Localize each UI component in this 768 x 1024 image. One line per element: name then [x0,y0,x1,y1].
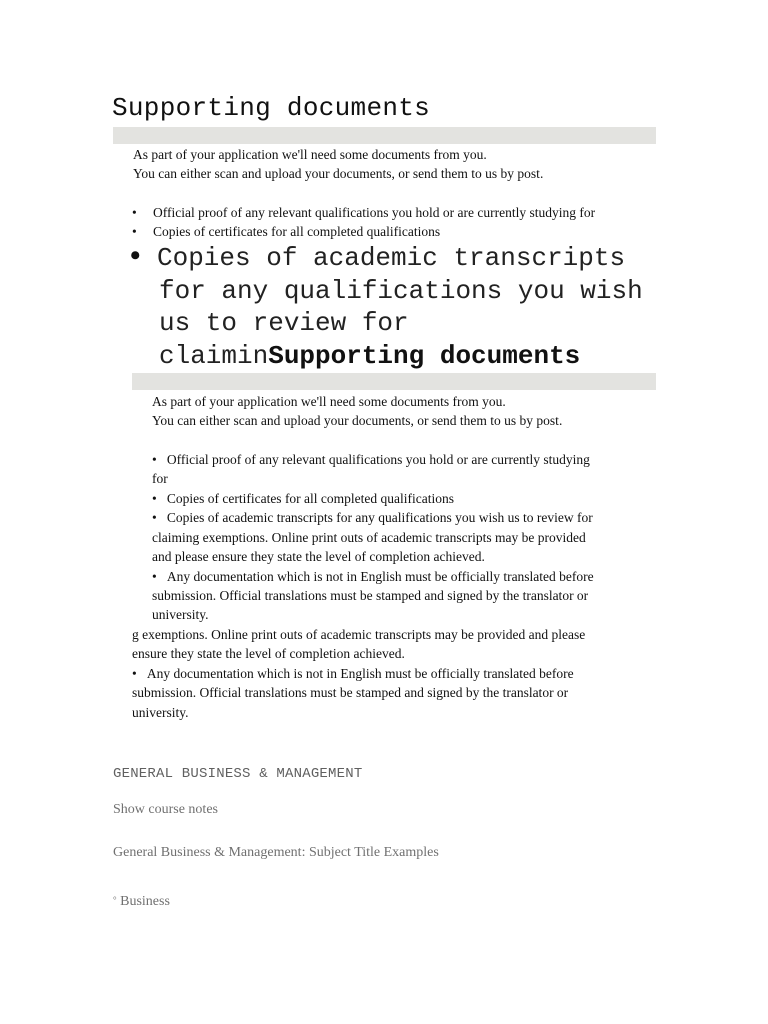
inner-heading-underline-bar [132,373,656,390]
large-item-fragment: claimin [159,341,269,371]
inner-intro-line-1: As part of your application we'll need some documents from you. [152,394,506,409]
inner-list-item: • Copies of certificates for all completed qualifications [152,491,455,506]
bullet-icon: • [152,491,157,506]
subject-examples-heading: General Business & Management: Subject Title Examples [113,845,439,860]
page-title: Supporting documents [112,93,431,123]
bullet-icon: • [152,569,157,584]
large-item-line-1: Copies of academic transcripts [157,243,626,273]
inner-list-item-cont: submission. Official translations must be stamped and signed by the translator or [152,588,589,603]
inner-list-item: • Any documentation which is not in English must be officially translated before [152,569,594,584]
tail-list-item: • Any documentation which is not in English must be officially translated before [132,666,574,681]
bullet-icon: • [132,224,137,239]
bullet-icon: • [132,666,137,681]
large-item-line-2: for any qualifications you wish [159,276,643,306]
large-item-line-4 [159,340,580,373]
inner-heading: Supporting documents [268,341,581,371]
heading-underline-bar [113,127,656,144]
large-item-line-3: us to review for [159,308,409,338]
inner-list-item: • Official proof of any relevant qualifications you hold or are currently studying [152,452,590,467]
tail-list-item-cont: submission. Official translations must be stamped and signed by the translator or [132,685,569,700]
list-item-text: Official proof of any relevant qualifications you hold or are currently studying for [153,205,596,220]
subject-marker-icon: ° [113,895,117,905]
show-course-notes-link[interactable]: Show course notes [113,802,218,817]
course-title: GENERAL BUSINESS & MANAGEMENT [113,766,363,782]
bullet-icon: • [152,510,157,525]
inner-list-item-cont: university. [152,607,209,622]
tail-list-item-cont: university. [132,705,189,720]
inner-list-item-cont: and please ensure they state the level of completion achieved. [152,549,485,564]
tail-line-2: ensure they state the level of completion achieved. [132,646,405,661]
intro-line-2: You can either scan and upload your documents, or send them to us by post. [133,166,544,181]
bullet-icon: • [152,452,157,467]
inner-list-item: • Copies of academic transcripts for any qualifications you wish us to review for [152,510,593,525]
intro-line-1: As part of your application we'll need some documents from you. [133,147,487,162]
bullet-icon: • [132,205,137,220]
inner-list-item-cont: claiming exemptions. Online print outs of academic transcripts may be provided [152,530,586,545]
subject-item-business: ° Business [113,894,170,909]
tail-line-1: g exemptions. Online print outs of academic transcripts may be provided and please [132,627,586,642]
large-bullet-icon: • [130,239,141,272]
inner-intro-line-2: You can either scan and upload your documents, or send them to us by post. [152,413,563,428]
list-item-text: Copies of certificates for all completed qualifications [153,224,441,239]
inner-list-item-cont: for [152,471,168,486]
